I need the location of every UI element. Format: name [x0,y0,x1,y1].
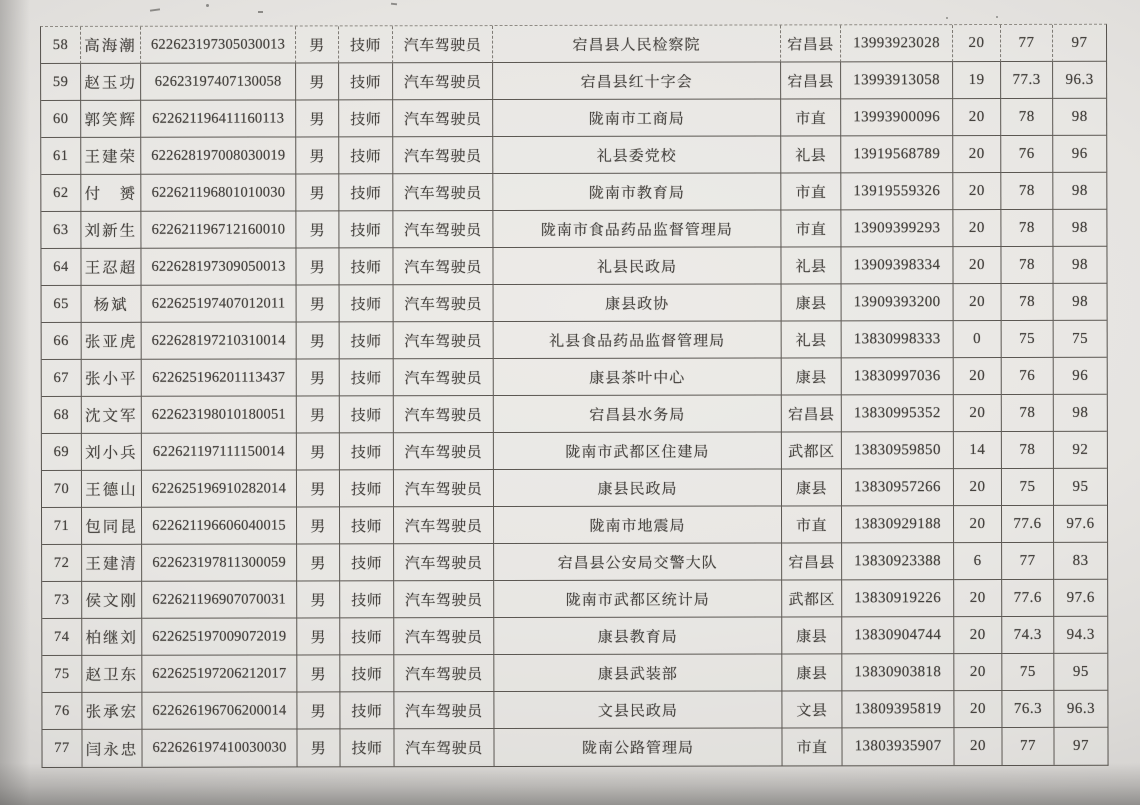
cell-county: 市直 [781,210,841,247]
cell-score2: 78 [1001,99,1053,136]
cell-gender: 男 [296,174,339,211]
cell-phone: 13830919226 [842,580,954,617]
cell-score3: 83 [1054,543,1107,580]
cell-score1: 20 [953,136,1001,173]
cell-county: 文县 [782,691,842,728]
cell-organization: 礼县食品药品监督管理局 [494,321,782,359]
cell-county: 市直 [782,506,842,543]
cell-id_number: 622621196801010030 [141,174,296,211]
cell-score2: 76 [1002,358,1054,395]
photo-speck [206,4,209,7]
cell-phone: 13830904744 [842,617,954,654]
cell-name: 张小平 [82,360,142,397]
cell-occupation: 汽车驾驶员 [393,248,493,285]
cell-phone: 13909399293 [841,210,953,247]
cell-gender: 男 [297,470,340,507]
cell-gender: 男 [296,137,339,174]
cell-score2: 76.3 [1002,691,1054,728]
cell-phone: 13803935907 [842,728,954,765]
cell-score2: 74.3 [1002,617,1054,654]
cell-num: 58 [41,27,81,64]
cell-occupation: 汽车驾驶员 [394,618,494,655]
personnel-table [40,24,1109,768]
cell-num: 72 [42,545,82,582]
cell-phone: 13830929188 [842,506,954,543]
cell-id_number: 622625197206212017 [142,655,297,692]
cell-name: 包同昆 [82,508,142,545]
cell-score1: 14 [954,432,1002,469]
cell-score2: 78 [1002,432,1054,469]
cell-phone: 13993913058 [841,62,953,99]
cell-name: 付 赟 [81,175,141,212]
cell-id_number: 622625197009072019 [142,618,297,655]
cell-phone: 13830997036 [842,358,954,395]
cell-phone: 13830903818 [842,654,954,691]
cell-score3: 98 [1053,210,1106,247]
cell-score2: 77 [1002,728,1054,765]
cell-county: 康县 [782,617,842,654]
cell-score3: 98 [1054,284,1107,321]
cell-score1: 20 [954,691,1002,728]
cell-score2: 75 [1002,654,1054,691]
cell-title: 技师 [340,507,394,544]
cell-occupation: 汽车驾驶员 [394,729,494,766]
cell-county: 武都区 [782,580,842,617]
cell-organization: 陇南市教育局 [493,173,781,211]
cell-gender: 男 [297,618,340,655]
cell-score2: 78 [1001,247,1053,284]
cell-phone: 13830957266 [842,469,954,506]
cell-occupation: 汽车驾驶员 [393,26,493,63]
cell-occupation: 汽车驾驶员 [393,211,493,248]
cell-id_number: 622628197309050013 [141,248,296,285]
cell-phone: 13909398334 [841,247,953,284]
cell-score3: 98 [1053,99,1106,136]
cell-title: 技师 [340,433,394,470]
cell-name: 侯文刚 [82,582,142,619]
cell-organization: 文县民政局 [494,691,782,729]
cell-score3: 98 [1053,173,1106,210]
cell-title: 技师 [339,174,393,211]
cell-gender: 男 [296,211,339,248]
cell-organization: 康县茶叶中心 [494,358,782,396]
cell-county: 市直 [782,728,842,765]
cell-score1: 20 [954,358,1002,395]
cell-score3: 96.3 [1053,62,1106,99]
cell-num: 62 [41,175,81,212]
cell-score2: 78 [1001,210,1053,247]
cell-county: 礼县 [782,321,842,358]
cell-occupation: 汽车驾驶员 [394,470,494,507]
cell-name: 郭笑辉 [81,101,141,138]
cell-id_number: 62623197407130058 [141,63,296,100]
cell-score3: 94.3 [1054,617,1107,654]
cell-title: 技师 [340,544,394,581]
cell-score2: 77.6 [1002,506,1054,543]
cell-gender: 男 [297,692,340,729]
cell-name: 柏继刘 [82,619,142,656]
cell-id_number: 622623198010180051 [142,396,297,433]
cell-score1: 20 [953,210,1001,247]
cell-county: 市直 [781,99,841,136]
cell-gender: 男 [297,396,340,433]
cell-title: 技师 [340,285,394,322]
cell-score2: 77.3 [1001,62,1053,99]
cell-occupation: 汽车驾驶员 [394,507,494,544]
cell-gender: 男 [297,655,340,692]
cell-gender: 男 [297,581,340,618]
cell-phone: 13919559326 [841,173,953,210]
cell-score3: 97 [1072,737,1090,754]
cell-gender: 男 [296,26,339,63]
cell-name: 王忍超 [81,249,141,286]
cell-occupation: 汽车驾驶员 [394,322,494,359]
cell-score2: 78 [1002,284,1054,321]
cell-id_number: 622625197407012011 [142,285,297,322]
cell-organization: 康县教育局 [494,617,782,655]
cell-occupation: 汽车驾驶员 [394,544,494,581]
cell-gender: 男 [297,322,340,359]
cell-occupation: 汽车驾驶员 [394,396,494,433]
cell-occupation: 汽车驾驶员 [394,581,494,618]
cell-score3: 97.6 [1054,506,1107,543]
cell-score1: 20 [954,469,1002,506]
cell-phone: 13993900096 [841,99,953,136]
cell-score1: 20 [954,506,1002,543]
cell-score3: 75 [1054,321,1107,358]
cell-score3: 96 [1054,358,1107,395]
cell-phone: 13809395819 [842,691,954,728]
photo-speck [996,16,998,18]
photo-speck [150,8,160,11]
cell-organization: 陇南市武都区统计局 [494,580,782,618]
cell-id_number: 622621196712160010 [141,211,296,248]
cell-id_number: 622626196706200014 [142,692,297,729]
cell-occupation: 汽车驾驶员 [393,63,493,100]
cell-gender: 男 [296,248,339,285]
cell-score1: 20 [953,173,1001,210]
cell-name: 王建荣 [81,138,141,175]
cell-gender: 男 [296,63,339,100]
cell-county: 市直 [781,173,841,210]
cell-score1: 6 [954,543,1002,580]
cell-score1: 20 [953,99,1001,136]
cell-organization: 宕昌县人民检察院 [493,25,781,63]
cell-score1: 20 [954,617,1002,654]
cell-num: 61 [41,138,81,175]
cell-organization: 陇南市食品药品监督管理局 [493,210,781,248]
cell-name: 王建清 [82,545,142,582]
cell-organization: 陇南市工商局 [493,99,781,137]
cell-num: 75 [42,656,82,693]
cell-score1: 19 [953,62,1001,99]
cell-gender: 男 [297,433,340,470]
cell-occupation: 汽车驾驶员 [393,137,493,174]
cell-gender: 男 [297,507,340,544]
cell-organization: 康县武装部 [494,654,782,692]
cell-phone: 13830998333 [842,321,954,358]
cell-num: 76 [42,693,82,730]
cell-score2: 77.6 [1002,580,1054,617]
cell-organization: 陇南市武都区住建局 [494,432,782,470]
cell-score3: 97 [1053,25,1106,62]
cell-county: 康县 [782,654,842,691]
cell-county: 武都区 [782,432,842,469]
cell-num: 63 [41,212,81,249]
cell-score3: 96.3 [1054,691,1107,728]
cell-score3: 95 [1054,654,1107,691]
cell-organization: 宕昌县红十字会 [493,62,781,100]
cell-score1: 20 [954,395,1002,432]
cell-id_number: 622621196411160113 [141,100,296,137]
cell-num: 64 [41,249,81,286]
cell-phone: 13919568789 [841,136,953,173]
cell-title: 技师 [339,100,393,137]
cell-organization: 宕昌县水务局 [494,395,782,433]
cell-organization: 康县民政局 [494,469,782,507]
cell-id_number: 622626197410030030 [142,729,297,766]
cell-score1: 20 [954,654,1002,691]
cell-phone: 13830959850 [842,432,954,469]
cell-num: 60 [41,101,81,138]
cell-county: 礼县 [781,136,841,173]
cell-name: 高海潮 [81,27,141,64]
cell-title: 技师 [340,729,394,766]
photo-speck [258,11,263,13]
cell-name: 张亚虎 [82,323,142,360]
cell-occupation: 汽车驾驶员 [394,655,494,692]
cell-num: 69 [42,434,82,471]
cell-num: 70 [42,471,82,508]
cell-occupation: 汽车驾驶员 [393,100,493,137]
cell-gender: 男 [296,100,339,137]
cell-title: 技师 [340,359,394,396]
cell-county: 康县 [782,284,842,321]
cell-name: 王德山 [82,471,142,508]
cell-name: 赵卫东 [82,656,142,693]
cell-score2: 77 [1001,25,1053,62]
cell-num: 77 [42,730,82,767]
cell-organization: 礼县委党校 [493,136,781,174]
cell-score2: 78 [1001,173,1053,210]
cell-county: 康县 [782,469,842,506]
cell-id_number: 622621197111150014 [142,433,297,470]
cell-score2: 76 [1001,136,1053,173]
cell-id_number: 622625196201113437 [142,359,297,396]
cell-score3: 98 [1053,247,1106,284]
cell-score1: 0 [954,321,1002,358]
cell-num: 74 [42,619,82,656]
photo-speck [946,17,948,19]
cell-score2: 77 [1002,543,1054,580]
cell-score1: 20 [953,247,1001,284]
cell-score1: 20 [954,580,1002,617]
cell-title: 技师 [339,211,393,248]
cell-name: 刘小兵 [82,434,142,471]
cell-score2: 75 [1002,321,1054,358]
cell-title: 技师 [339,137,393,174]
cell-title: 技师 [339,248,393,285]
cell-num: 65 [42,286,82,323]
cell-county: 宕昌县 [782,395,842,432]
cell-organization: 宕昌县公安局交警大队 [494,543,782,581]
cell-organization: 康县政协 [494,284,782,322]
cell-id_number: 622628197210310014 [142,322,297,359]
cell-score1: 20 [953,25,1001,62]
cell-title: 技师 [340,396,394,433]
cell-name: 杨斌 [82,286,142,323]
cell-score3: 95 [1054,469,1107,506]
cell-id_number: 622623197305030013 [141,26,296,63]
cell-phone: 13909393200 [842,284,954,321]
cell-num: 66 [42,323,82,360]
cell-title: 技师 [340,470,394,507]
cell-title: 技师 [340,692,394,729]
cell-score3: 96 [1053,136,1106,173]
cell-gender: 男 [297,729,340,766]
cell-occupation: 汽车驾驶员 [393,174,493,211]
cell-title: 技师 [340,322,394,359]
cell-id_number: 622621196907070031 [142,581,297,618]
cell-id_number: 622621196606040015 [142,507,297,544]
cell-gender: 男 [297,285,340,322]
cell-name: 刘新生 [81,212,141,249]
cell-id_number: 622628197008030019 [141,137,296,174]
cell-id_number: 622625196910282014 [142,470,297,507]
cell-score1: 20 [954,728,1002,765]
cell-county: 宕昌县 [782,543,842,580]
cell-num: 71 [42,508,82,545]
cell-score3: 98 [1054,395,1107,432]
cell-name: 赵玉功 [81,64,141,101]
cell-occupation: 汽车驾驶员 [394,285,494,322]
cell-organization: 礼县民政局 [493,247,781,285]
cell-title: 技师 [340,655,394,692]
cell-name: 张承宏 [82,693,142,730]
cell-name: 沈文军 [82,397,142,434]
photo-speck [391,3,397,6]
cell-phone: 13993923028 [841,25,953,62]
cell-name: 闫永忠 [82,730,142,767]
cell-num: 59 [41,64,81,101]
cell-county: 宕昌县 [781,62,841,99]
cell-county: 康县 [782,358,842,395]
cell-organization: 陇南市地震局 [494,506,782,544]
cell-score2: 75 [1002,469,1054,506]
cell-num: 67 [42,360,82,397]
cell-county: 宕昌县 [781,25,841,62]
cell-phone: 13830995352 [842,395,954,432]
cell-phone: 13830923388 [842,543,954,580]
cell-id_number: 622623197811300059 [142,544,297,581]
cell-title: 技师 [340,581,394,618]
cell-score1: 20 [954,284,1002,321]
cell-county: 礼县 [781,247,841,284]
cell-occupation: 汽车驾驶员 [394,692,494,729]
cell-title: 技师 [339,26,393,63]
cell-score3: 97.6 [1054,580,1107,617]
cell-num: 73 [42,582,82,619]
cell-occupation: 汽车驾驶员 [394,359,494,396]
cell-title: 技师 [339,63,393,100]
cell-organization: 陇南公路管理局 [494,728,782,766]
cell-gender: 男 [297,544,340,581]
cell-score3: 92 [1054,432,1107,469]
cell-gender: 男 [297,359,340,396]
cell-num: 68 [42,397,82,434]
cell-title: 技师 [340,618,394,655]
cell-occupation: 汽车驾驶员 [394,433,494,470]
cell-score2: 78 [1002,395,1054,432]
